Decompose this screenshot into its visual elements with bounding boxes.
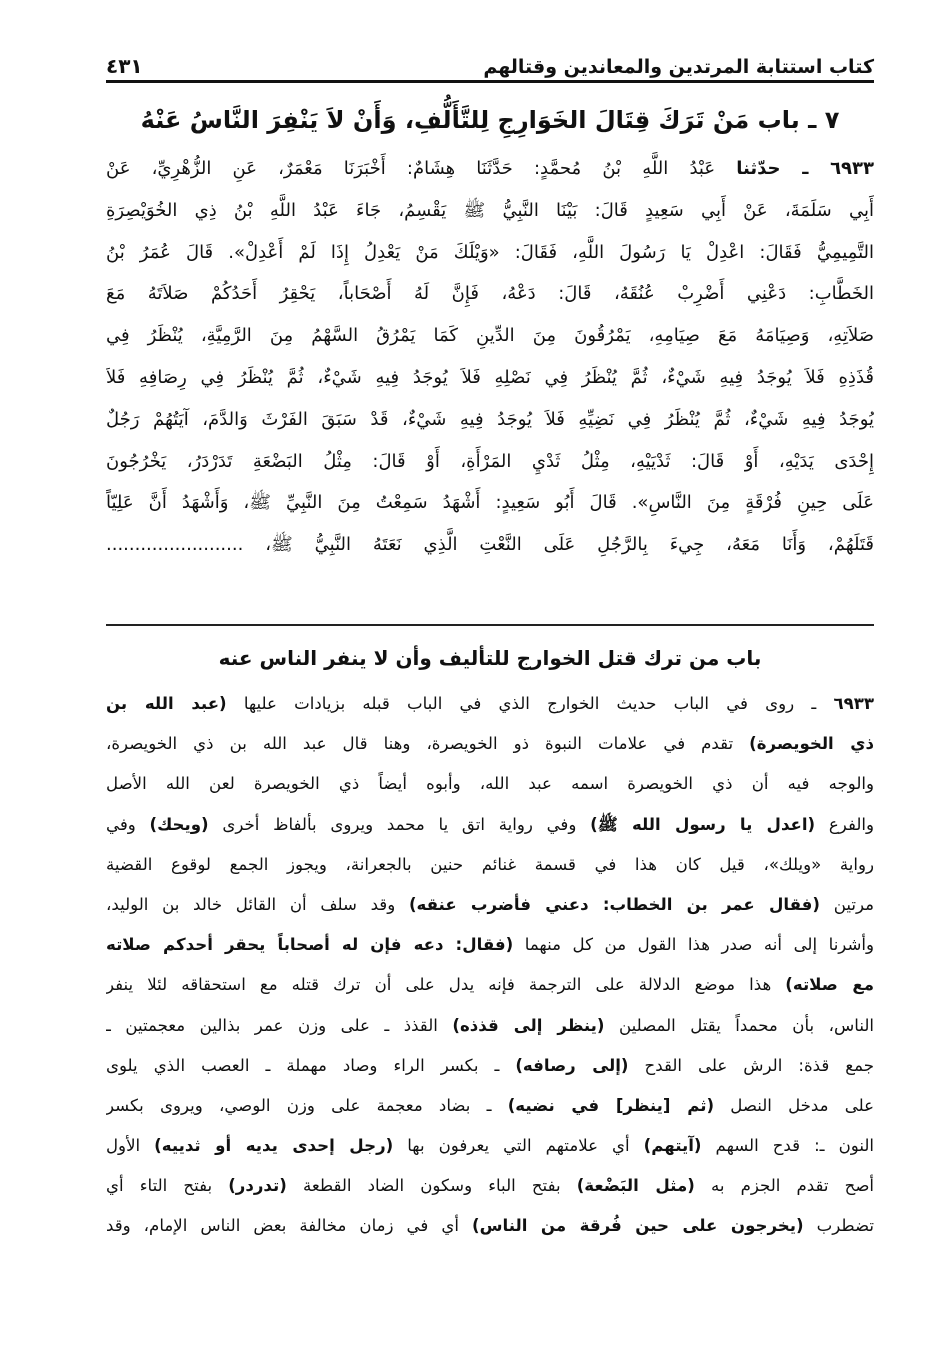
commentary-line	[106, 1126, 874, 1166]
hadith-line	[106, 148, 874, 190]
text-segment: وقد سلف أن القائل خالد بن الوليد،	[106, 894, 409, 914]
text-segment: ـ بضاد معجمة على وزن الوصي، ويروى بكسر	[106, 1095, 508, 1115]
text-segment: جمع قذة: الرش على القدح	[628, 1055, 874, 1075]
text-segment: على مدخل النصل	[714, 1095, 874, 1115]
text-segment: ـ بكسر الراء وصاد مهملة ـ العصب الذي يلوى	[106, 1055, 516, 1075]
commentary-line	[106, 965, 874, 1005]
text-segment: قَتَلَهُمْ، وَأَنَا مَعَهُ، جِيءَ بِالرَّجُلِ عَلَى النَّعْتِ الَّذِي نَعَتَهُ النَّبِيُّ ﷺ،	[243, 534, 874, 556]
commentary-line	[106, 1166, 874, 1206]
continuation-dots: ........................	[106, 534, 244, 556]
text-segment: وفي رواية اتق يا محمد ويروى بألفاظ أخرى	[208, 814, 591, 834]
page-number: ٤٣١	[106, 54, 143, 78]
hadith-line	[106, 482, 874, 524]
bold-quote: (فقال: دعه فإن له أصحاباً يحقر أحدكم صلاته	[106, 935, 514, 955]
section-divider	[106, 624, 874, 626]
text-segment: والوجه فيه أن ذي الخويصرة اسمه عبد الله، وأبوه أيضاً ذي الخويصرة لعن الله الأصل	[106, 774, 874, 794]
text-segment: الأول	[106, 1136, 155, 1156]
header-rule	[106, 80, 874, 83]
text-segment: إِحْدَى يَدَيْهِ، أَوْ قَالَ: ثَدْيَيْهِ، مِثْلُ ثَدْيِ المَرْأَةِ، أَوْ قَالَ: مِثْلُ البَضْعَةِ تَدَرْدَرُ، يَخْرُجُونَ	[106, 450, 874, 472]
bold-quote: (ويحك)	[149, 814, 209, 834]
commentary-line	[106, 684, 874, 724]
bold-quote: ٦٩٣٣ ـ حدّثنا	[736, 158, 874, 179]
text-segment: هذا موضع الدلالة على الترجمة فإنه يدل على أن ترك قتله مع استحقاقه لئلا ينفر	[106, 975, 786, 995]
text-segment: صَلاَتِهِ، وَصِيَامَهُ مَعَ صِيَامِهِ، يَمْرُقُونَ مِنَ الدِّينِ كَمَا يَمْرُقُ السَّهْمُ مِنَ الرَّمِيَّةِ، يُنْظَرُ فِي	[106, 325, 874, 347]
text-segment: عَلَى حِينِ فُرْقَةٍ مِنَ النَّاسِ». قَالَ أَبُو سَعِيدٍ: أَشْهَدُ سَمِعْتُ مِنَ النَّبِيِّ ﷺ، وَأَشْهَدُ أَنَّ عَلِيّاً	[106, 492, 874, 514]
text-segment: يُوجَدُ فِيهِ شَيْءٌ، ثُمَّ يُنْظَرُ فِي نَضِيِّهِ فَلاَ يُوجَدُ فِيهِ شَيْءٌ، قَدْ سَبَقَ الفَرْثَ وَالدَّمَ، آيَتُهُمْ رَجُلٌ	[106, 408, 874, 430]
commentary-line	[106, 1206, 874, 1246]
text-segment: القذذ ـ على وزن عمر بذالين معجمتين ـ	[106, 1015, 453, 1035]
text-segment: قُذَذِهِ فَلاَ يُوجَدُ فِيهِ شَيْءٌ، ثُمَّ يُنْظَرُ فِي نَصْلِهِ فَلاَ يُوجَدُ فِيهِ شَيْءٌ، ثُمَّ يُنْظَرُ فِي رِصَافِهِ فَلاَ	[106, 366, 874, 388]
commentary-line	[106, 724, 874, 764]
commentary-line	[106, 1006, 874, 1046]
running-head	[106, 44, 874, 78]
hadith-line	[106, 399, 874, 441]
chapter-title: ٧ ـ باب مَنْ تَرَكَ قِتَالَ الخَوَارِجِ لِلتَّأَلُّفِ، وَأَنْ لاَ يَنْفِرَ النَّاسُ عَنْهُ	[140, 106, 840, 134]
commentary-text	[106, 684, 874, 1247]
text-segment: أي في زمان مخالفة بعض الناس الإمام، وقد	[106, 1216, 472, 1236]
commentary-line	[106, 805, 874, 845]
text-segment: وفي	[106, 814, 150, 834]
text-segment: مرتين	[820, 894, 874, 914]
text-segment: تقدم في علامات النبوة ذو الخويصرة، وهنا قال عبد الله بن ذي الخويصرة،	[106, 734, 750, 754]
bold-quote: ذي الخويصرة)	[749, 734, 874, 754]
commentary-line	[106, 885, 874, 925]
bold-quote: مع صلاته)	[785, 975, 874, 995]
bold-quote: (مثل البَضْعة)	[576, 1176, 695, 1196]
hadith-line	[106, 524, 874, 566]
text-segment: أي علامتهم التي يعرفون بها	[393, 1136, 644, 1156]
text-segment: بفتح التاء أي	[106, 1176, 229, 1196]
commentary-line	[106, 925, 874, 965]
bold-quote: (ينظر إلى قذذه)	[452, 1015, 605, 1035]
bold-quote: (فقال عمر بن الخطاب: دعني فأضرب عنقه)	[408, 894, 820, 914]
text-segment: الخَطَّابِ: دَعْنِي أَضْرِبْ عُنُقَهُ، قَالَ: دَعْهُ، فَإِنَّ لَهُ أَصْحَاباً، يَحْقِرُ أَحَدُكُمْ صَلاَتَهُ مَعَ	[106, 283, 874, 305]
text-segment: التَّمِيمِيُّ فَقَالَ: اعْدِلْ يَا رَسُولَ اللَّهِ، فَقَالَ: «وَيْلَكَ مَنْ يَعْدِلُ إِذَا لَمْ أَعْدِلْ». قَالَ عُمَرُ بْنُ	[106, 241, 874, 263]
text-segment: رواية «ويلك»، قيل كان هذا في قسمة غنائم حنين بالجعرانة، ويجوز الجمع لوقوع القضية	[106, 854, 874, 874]
bold-quote: ٦٩٣٣	[833, 694, 874, 713]
commentary-line	[106, 764, 874, 804]
hadith-line	[106, 357, 874, 399]
commentary-title: باب من ترك قتل الخوارج للتأليف وأن لا ينفر الناس عنه	[218, 646, 762, 670]
text-segment: وأشرنا إلى أنه صدر هذا القول من كل منهما	[513, 935, 874, 955]
text-segment: بفتح الباء وسكون الضاد القطعة	[286, 1176, 577, 1196]
hadith-line	[106, 232, 874, 274]
text-segment: عَبْدُ اللَّهِ بْنُ مُحمَّدٍ: حَدَّثَنَا هِشَامٌ: أَخْبَرَنَا مَعْمَرٌ، عَنِ الزُّهْرِيِّ، عَنْ	[106, 158, 737, 179]
hadith-line	[106, 273, 874, 315]
hadith-text	[106, 148, 874, 566]
hadith-line	[106, 315, 874, 357]
bold-quote: (إلى رصافه)	[515, 1055, 629, 1075]
bold-quote: (تدردر)	[228, 1176, 287, 1196]
bold-quote: (يخرجون على حين فُرقة من الناس)	[471, 1216, 804, 1236]
commentary-line	[106, 1086, 874, 1126]
text-segment: أصح تقدم الجزم به	[694, 1176, 874, 1196]
bold-quote: (عبد الله بن	[106, 694, 227, 713]
bold-quote: (آيتهم)	[643, 1136, 702, 1156]
bold-quote: (ثم [ينظر] في نضيه)	[507, 1095, 715, 1115]
text-segment: تضطرب	[803, 1216, 874, 1236]
text-segment: الناس، بأن محمداً يقتل المصلين	[604, 1015, 874, 1035]
running-title: كتاب استتابة المرتدين والمعاندين وقتالهم	[483, 56, 874, 78]
text-segment: أَبِي سَلَمَةَ، عَنْ أَبِي سَعِيدٍ قَالَ: بَيْنَا النَّبِيُّ ﷺ يَقْسِمُ، جَاءَ عَبْدُ اللَّهِ بْنُ ذِي الخُوَيْصِرَةِ	[106, 199, 874, 221]
bold-quote: (رجل إحدى يديه أو ثدييه)	[154, 1136, 394, 1156]
text-segment: النون ـ: قدح السهم	[701, 1136, 874, 1156]
hadith-line	[106, 441, 874, 483]
text-segment: والفرع	[815, 814, 874, 834]
bold-quote: (اعدل يا رسول الله ﷺ)	[590, 814, 816, 834]
text-segment: ـ روى في الباب حديث الخوارج الذي في الباب قبله بزيادات عليها	[226, 694, 834, 713]
commentary-line	[106, 845, 874, 885]
commentary-line	[106, 1046, 874, 1086]
hadith-line	[106, 190, 874, 232]
